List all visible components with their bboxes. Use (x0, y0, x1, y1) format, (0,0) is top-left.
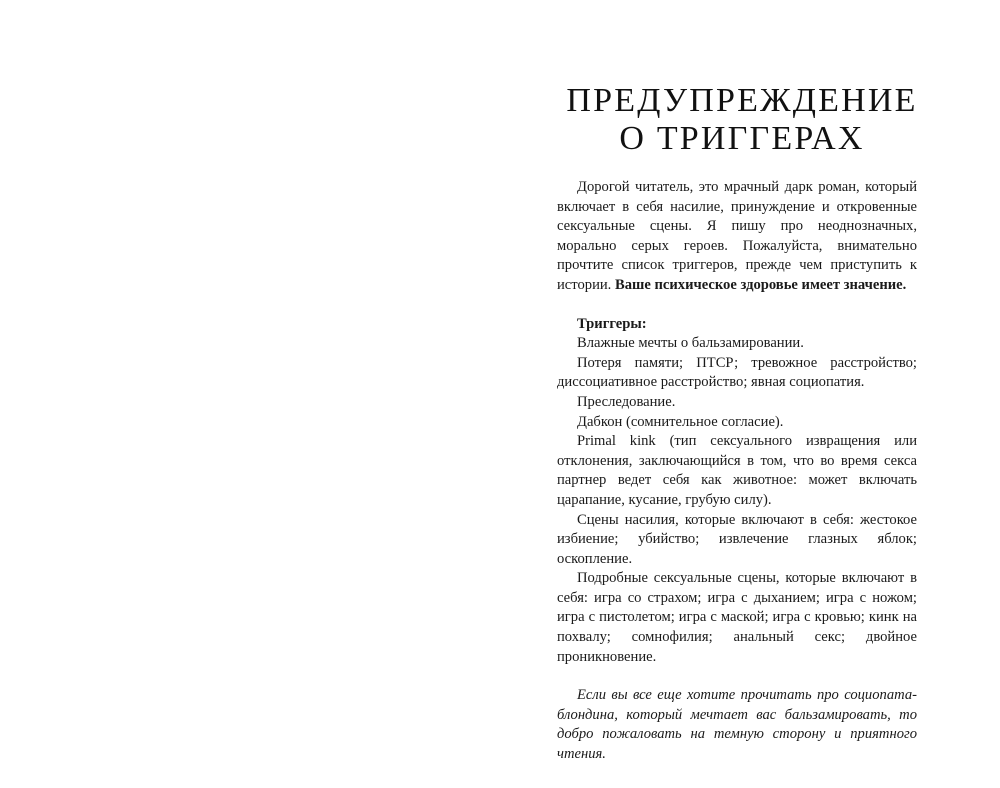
intro-paragraph (557, 178, 917, 296)
title-line-2: О ТРИГГЕРАХ (619, 120, 865, 157)
page-title (562, 82, 922, 158)
trigger-item: Дабкон (сомнительное согласие). (577, 413, 784, 430)
trigger-item: Влажные мечты о бальзамировании. (577, 335, 804, 352)
triggers-heading: Триггеры: (577, 315, 647, 332)
title-line-1: ПРЕДУПРЕЖДЕНИЕ (566, 82, 918, 119)
page-body (557, 178, 917, 765)
intro-text: Дорогой читатель, это мрачный дарк роман, который включает в себя насилие, принуждение и откровенные сексуальные сцены. Я пишу про неоднозначных, морально серых героев. Пожалуйста, внимательно прочтите список триггеров, прежде чем приступить к истории. (557, 179, 917, 293)
trigger-item: Потеря памяти; ПТСР; тревожное расстройство; диссоциативное расстройство; явная социопатия. (557, 354, 917, 391)
trigger-item: Подробные сексуальные сцены, которые включают в себя: игра со страхом; игра с дыханием; игра с ножом; игра с пистолетом; игра с маской; игра с кровью; кинк на похвалу; сомнофилия; анальный секс; двойное проникновение. (557, 570, 917, 665)
trigger-item: Преследование. (577, 393, 676, 410)
closing-paragraph: Если вы все еще хотите прочитать про социопата-блондина, который мечтает вас бальзамировать, то добро пожаловать на темную сторону и приятного чтения. (557, 687, 917, 763)
intro-bold-text: Ваше психическое здоровье имеет значение. (615, 276, 907, 293)
trigger-item: Primal kink (тип сексуального извращения или отклонения, заключающийся в том, что во время секса партнер ведет себя как животное: может включать царапание, кусание, грубую силу). (557, 433, 917, 508)
trigger-item: Сцены насилия, которые включают в себя: жестокое избиение; убийство; извлечение глазных яблок; оскопление. (557, 511, 917, 567)
